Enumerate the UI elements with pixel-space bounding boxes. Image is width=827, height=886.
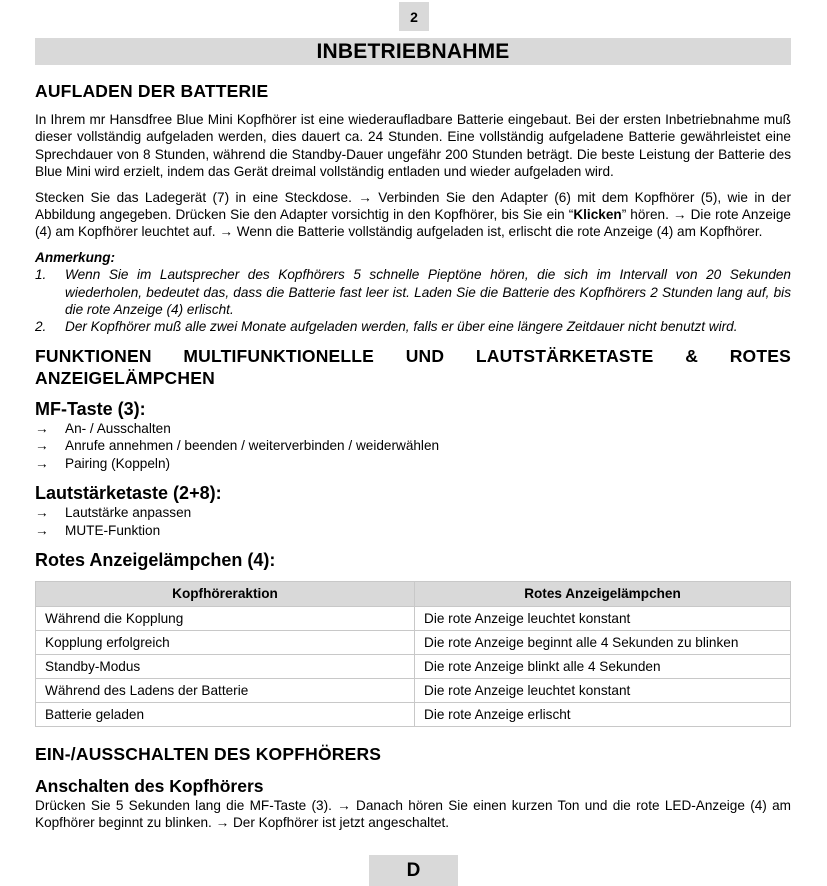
power-on-paragraph: Drücken Sie 5 Sekunden lang die MF-Taste (3). → Danach hören Sie einen kurzen Ton und die rote LED-Anzeige (4) am Kopfhörer beginnt zu blinken. → Der Kopfhörer ist jetzt angeschaltet.	[35, 797, 791, 831]
table-cell: Die rote Anzeige leuchtet konstant	[415, 606, 791, 630]
table-row	[36, 630, 791, 654]
list-item-text: MUTE-Funktion	[65, 522, 161, 538]
table-row	[36, 702, 791, 726]
section-heading-battery: AUFLADEN DER BATTERIE	[35, 81, 269, 101]
battery-paragraph-2	[35, 189, 791, 241]
table-row	[36, 606, 791, 630]
document-body	[35, 80, 791, 832]
list-item	[35, 455, 791, 472]
table-header-cell: Rotes Anzeigelämpchen	[415, 581, 791, 606]
battery-paragraph-2-text-a: Stecken Sie das Ladegerät (7) in eine Steckdose. → Verbinden Sie den Adapter (6) mit dem Kopfhörer (5), wie in der Abbildung angegeben. Drücken Sie den Adapter vorsichtig in den Kopfhörer, bis Sie ein “	[35, 189, 791, 223]
list-item	[35, 504, 791, 521]
table-row	[36, 654, 791, 678]
mf-key-heading: MF-Taste (3):	[35, 398, 146, 419]
arrow-right-icon: →	[35, 438, 49, 454]
table-header-row	[36, 581, 791, 606]
arrow-right-icon: →	[35, 505, 49, 521]
section-heading-power: EIN-/AUSSCHALTEN DES KOPFHÖRERS	[35, 743, 382, 764]
note-text: Wenn Sie im Lautsprecher des Kopfhörers 5 schnelle Pieptöne hören, die sich im Intervall von 20 Sekunden wiederholen, bedeutet das, dass die Batterie fast leer ist. Laden Sie die Batterie des Kopfhörers 2 Stunden lang auf, bis die rote Anzeige (4) erlischt.	[65, 267, 791, 318]
table-header-cell: Kopfhöreraktion	[36, 581, 415, 606]
power-on-heading: Anschalten des Kopfhörers	[35, 775, 264, 796]
list-item-text: Pairing (Koppeln)	[65, 455, 171, 471]
table-cell: Während die Kopplung	[36, 606, 415, 630]
volume-key-heading: Lautstärketaste (2+8):	[35, 483, 222, 504]
led-heading: Rotes Anzeigelämpchen (4):	[35, 549, 276, 570]
note-text: Der Kopfhörer muß alle zwei Monate aufgeladen werden, falls er über eine längere Zeitdauer nicht benutzt wird.	[65, 319, 738, 335]
table-cell: Während des Ladens der Batterie	[36, 678, 415, 702]
note-item	[35, 266, 791, 318]
table-cell: Die rote Anzeige leuchtet konstant	[415, 678, 791, 702]
list-item	[35, 522, 791, 539]
note-number: 2.	[35, 319, 47, 335]
table-cell: Die rote Anzeige beginnt alle 4 Sekunden zu blinken	[415, 630, 791, 654]
mf-key-list	[35, 420, 791, 472]
note-label: Anmerkung:	[35, 249, 116, 265]
list-item	[35, 420, 791, 437]
note-item	[35, 318, 791, 335]
table-cell: Die rote Anzeige erlischt	[415, 702, 791, 726]
section-heading-functions-line2: ANZEIGELÄMPCHEN	[35, 367, 215, 388]
page-title: INBETRIEBNAHME	[35, 38, 791, 65]
table-cell: Die rote Anzeige blinkt alle 4 Sekunden	[415, 654, 791, 678]
battery-paragraph-1: In Ihrem mr Hansdfree Blue Mini Kopfhörer ist eine wiederaufladbare Batterie eingebaut. Bei der ersten Inbetriebnahme muß dieser vollständig aufgeladen werden, dies dauert ca. 24 Stunden. Eine vollständig aufgeladene Batterie gewährleistet eine Sprechdauer von 8 Stunden, während die Standby-Dauer ungefähr 200 Stunden beträgt. Die beste Leistung der Batterie des Blue Mini wird erzielt, indem das Gerät dreimal vollständig entladen und wieder aufgeladen wird.	[35, 112, 791, 180]
list-item	[35, 437, 791, 454]
table-cell: Kopplung erfolgreich	[36, 630, 415, 654]
table-cell: Standby-Modus	[36, 654, 415, 678]
led-status-table	[35, 581, 791, 727]
note-number: 1.	[35, 267, 47, 283]
list-item-text: Lautstärke anpassen	[65, 505, 192, 521]
list-item-text: Anrufe annehmen / beenden / weiterverbinden / weiderwählen	[65, 438, 440, 454]
klicken-emphasis: Klicken	[573, 207, 622, 223]
list-item-text: An- / Ausschalten	[65, 420, 171, 436]
section-heading-functions: FUNKTIONEN MULTIFUNKTIONELLE UND LAUTSTÄRKETASTE & ROTES	[35, 345, 791, 366]
arrow-right-icon: →	[35, 420, 49, 436]
table-row	[36, 678, 791, 702]
page-number: 2	[399, 2, 429, 31]
table-cell: Batterie geladen	[36, 702, 415, 726]
arrow-right-icon: →	[35, 455, 49, 471]
note-list	[35, 266, 791, 336]
arrow-right-icon: →	[35, 522, 49, 538]
volume-key-list	[35, 504, 791, 539]
battery-paragraph-2-text-b: ” hören. → Die rote Anzeige (4) am Kopfhörer leuchtet auf. → Wenn die Batterie vollständig aufgeladen ist, erlischt die rote Anzeige (4) am Kopfhörer.	[35, 207, 791, 240]
language-tab: D	[369, 855, 458, 886]
